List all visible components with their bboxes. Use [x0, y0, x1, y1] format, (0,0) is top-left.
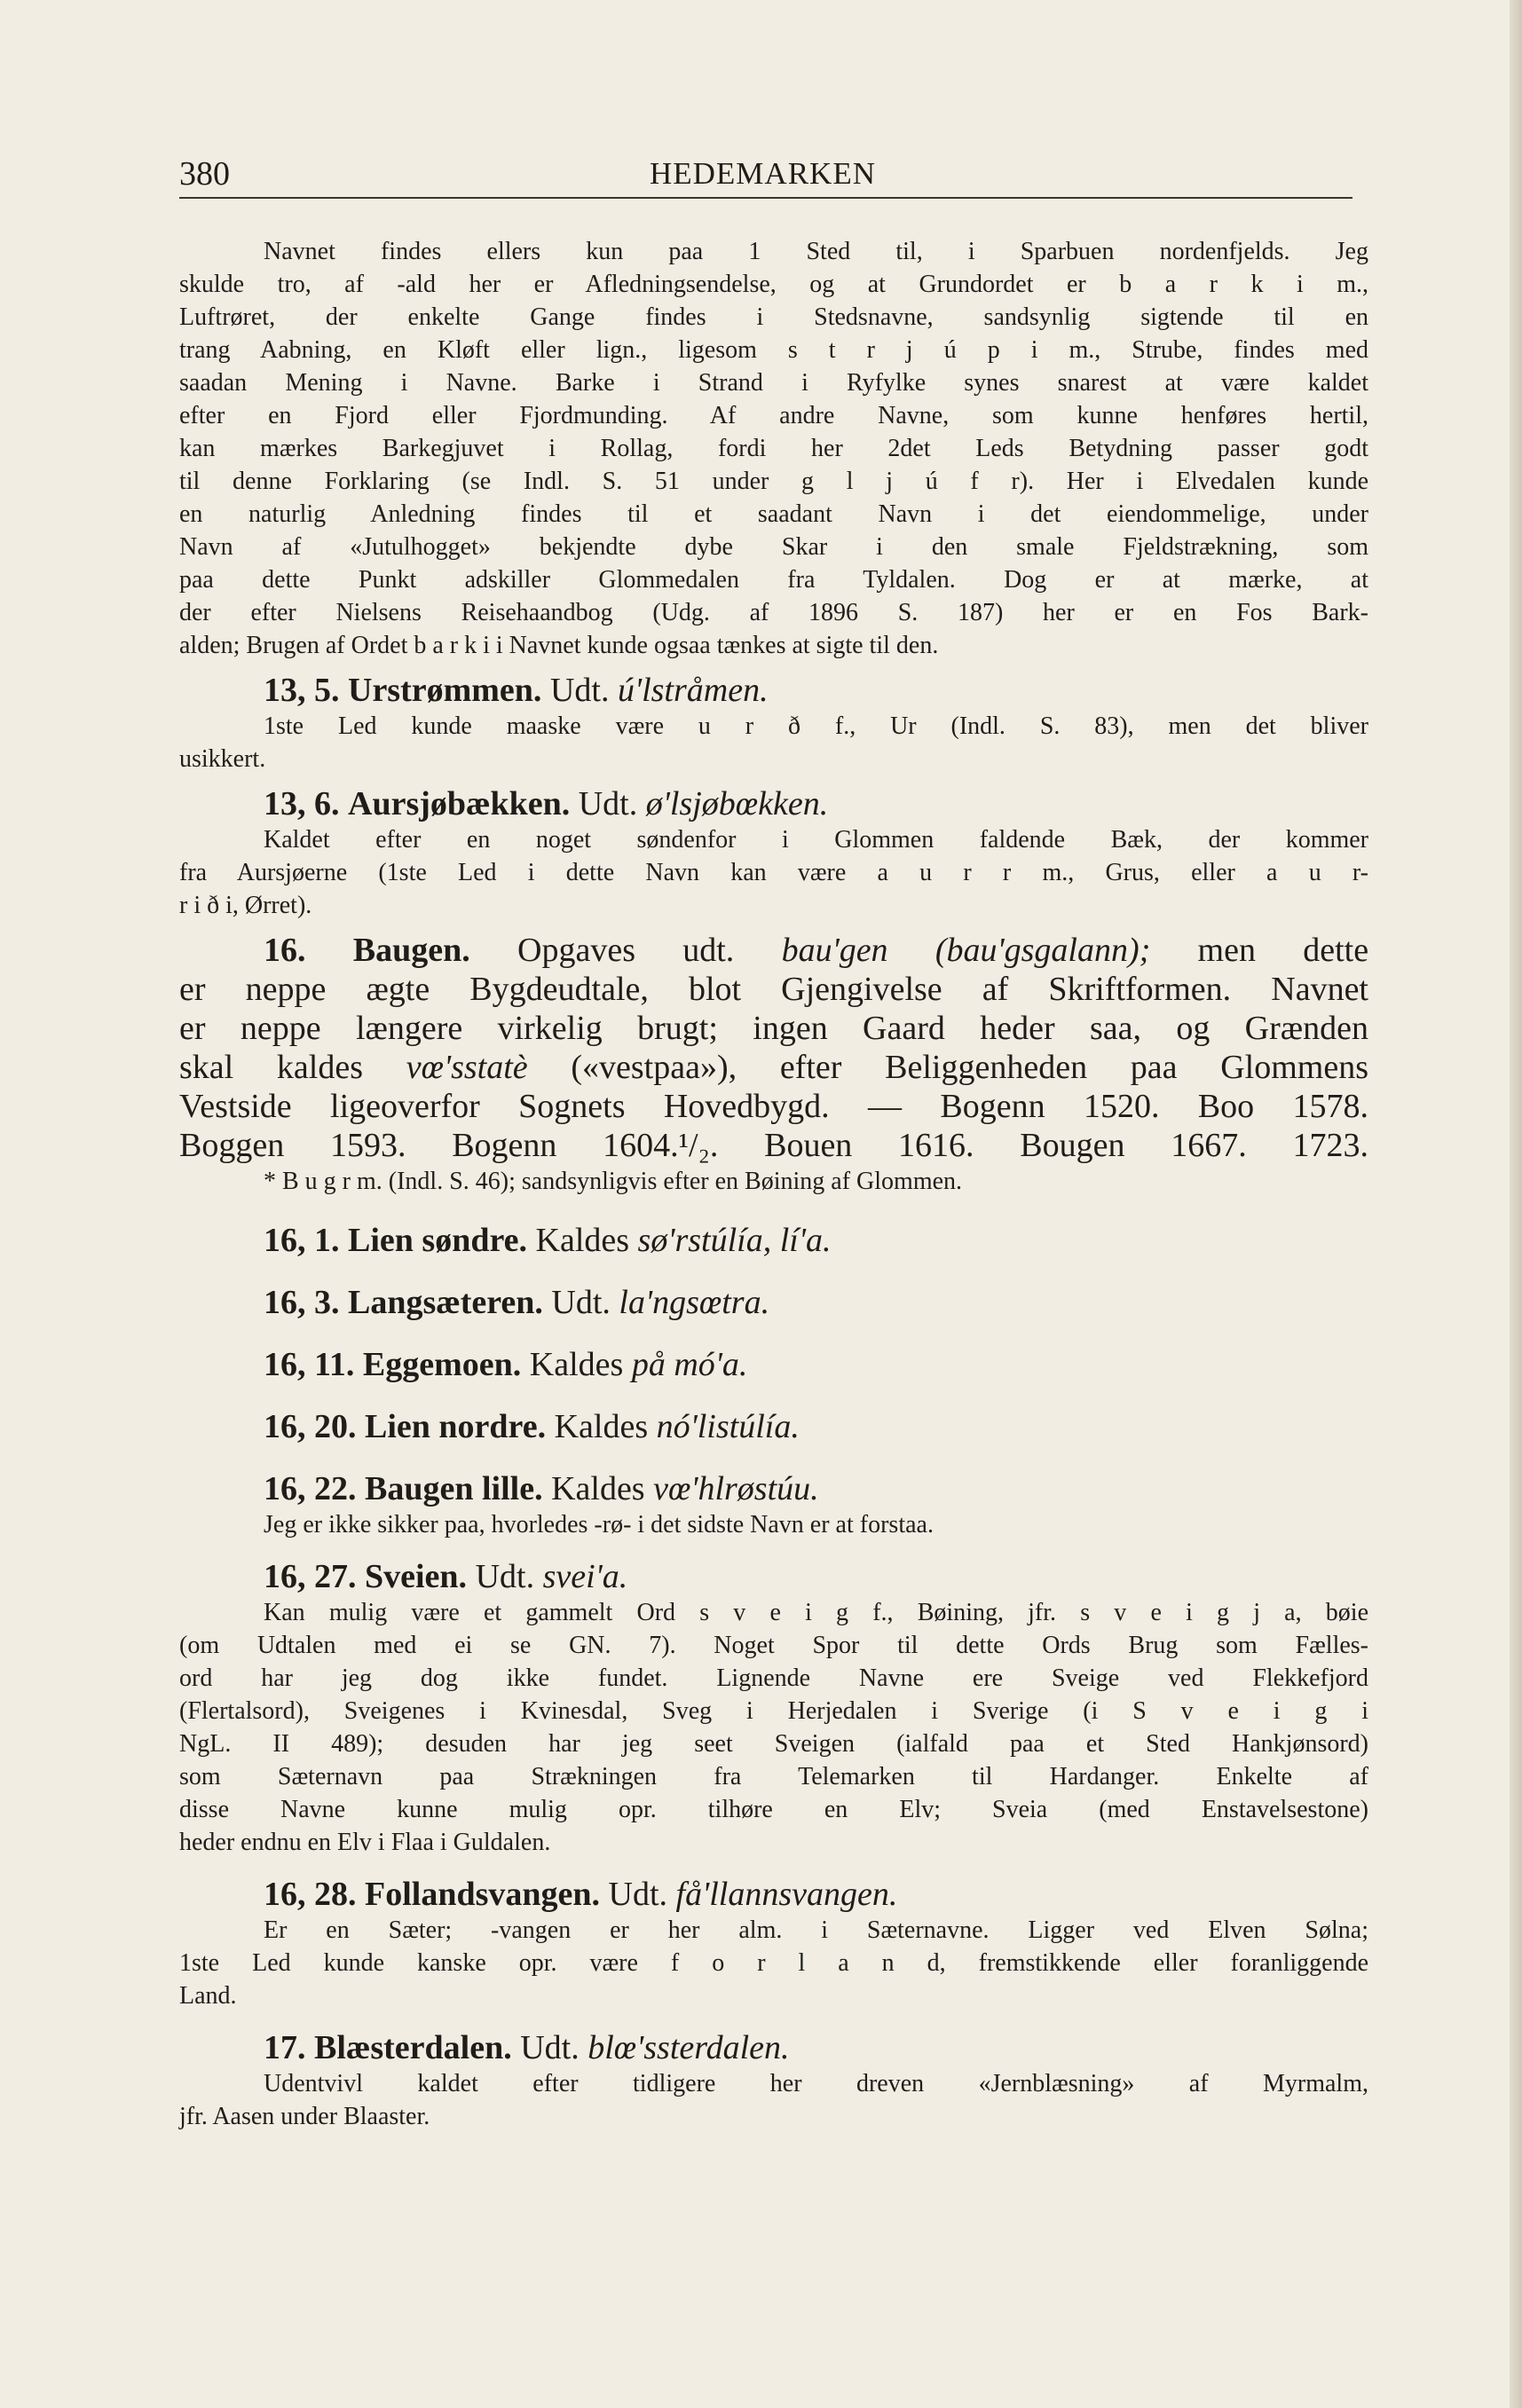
entry-name: Sveien.	[365, 1558, 468, 1595]
text-line: 1ste Led kunde kanske opr. være f o r l a n d, fremstikkende eller foranliggende	[179, 1949, 1368, 1977]
entry-heading-16-1	[179, 1221, 1368, 1260]
header-rule	[179, 197, 1352, 199]
text-line: Udentvivl kaldet efter tidligere her dreven «Jernblæsning» af Myrmalm,	[264, 2070, 1368, 2097]
text-line: r i ð i, Ørret).	[179, 892, 312, 919]
entry-label: Udt.	[608, 1876, 668, 1913]
entry-pronunciation: ø'lsjøbœkken.	[645, 785, 829, 822]
entry-pronunciation: nó'listúlía.	[656, 1408, 800, 1445]
entry-number: 16, 22.	[264, 1470, 357, 1507]
page-body	[179, 235, 1368, 2133]
entry-heading-16-11	[179, 1345, 1368, 1384]
text-line: Boggen 1593. Bogenn 1604.¹/₂. Bouen 1616. Bougen 1667. 1723.	[179, 1127, 1368, 1164]
entry-number: 16, 11.	[264, 1346, 355, 1383]
text-line: saadan Mening i Navne. Barke i Strand i Ryfylke synes snarest at være kaldet	[179, 369, 1368, 397]
text-line: disse Navne kunne mulig opr. tilhøre en Elv; Sveia (med Enstavelsestone)	[179, 1796, 1368, 1823]
text-line: ord har jeg dog ikke fundet. Lignende Navne ere Sveige ved Flekkefjord	[179, 1664, 1368, 1692]
entry-pronunciation: på mó'a.	[631, 1346, 748, 1383]
text-line: kan mærkes Barkegjuvet i Rollag, fordi her 2det Leds Betydning passer godt	[179, 435, 1368, 462]
entry-name: Lien nordre.	[365, 1408, 547, 1445]
entry-label: Kaldes	[529, 1346, 624, 1383]
text-line: Jeg er ikke sikker paa, hvorledes -rø- i det sidste Navn er at forstaa.	[264, 1511, 934, 1538]
entry-label: Udt.	[551, 1284, 611, 1321]
text-line: Kaldet efter en noget søndenfor i Glommen faldende Bæk, der kommer	[264, 826, 1368, 854]
text-line: NgL. II 489); desuden har jeg seet Sveigen (ialfald paa et Sted Hankjønsord)	[179, 1730, 1368, 1758]
entry-pronunciation: blœ'ssterdalen.	[588, 2029, 790, 2066]
text-line: alden; Brugen af Ordet b a r k i i Navnet kunde ogsaa tænkes at sigte til den.	[179, 632, 939, 659]
text-line: (om Udtalen med ei se GN. 7). Noget Spor til dette Ords Brug som Fælles-	[179, 1632, 1368, 1659]
entry-number: 17.	[264, 2029, 306, 2066]
entry-number: 13, 5.	[264, 672, 340, 709]
entry-number: 16, 27.	[264, 1558, 357, 1595]
entry-heading-16	[179, 931, 1368, 970]
entry-heading-16-22	[179, 1469, 1368, 1508]
text-line: jfr. Aasen under Blaaster.	[179, 2103, 430, 2130]
footnote-16	[179, 1165, 1368, 1198]
text-line: Navn af «Jutulhogget» bekjendte dybe Skar i den smale Fjeldstrækning, som	[179, 533, 1368, 561]
paragraph-13-5	[179, 710, 1368, 775]
entry-pronunciation: få'llannsvangen.	[675, 1876, 898, 1913]
text-line: Navnet findes ellers kun paa 1 Sted til, i Sparbuen nordenfjelds. Jeg	[264, 238, 1368, 265]
entry-label: Udt.	[475, 1558, 535, 1595]
text-line: Land.	[179, 1982, 237, 2010]
text-line: Er en Sæter; -vangen er her alm. i Sæternavne. Ligger ved Elven Sølna;	[264, 1916, 1368, 1944]
page-number: 380	[179, 155, 230, 193]
entry-name: Urstrømmen.	[348, 672, 542, 709]
entry-heading-13-5	[179, 671, 1368, 710]
entry-pronunciation: svei'a.	[542, 1558, 628, 1595]
text-line: er neppe længere virkelig brugt; ingen Gaard heder saa, og Grænden	[179, 1010, 1368, 1047]
paragraph-17	[179, 2067, 1368, 2133]
entry-name: Aursjøbækken.	[348, 785, 571, 822]
entry-name: Langsæteren.	[348, 1284, 543, 1321]
entry-label: Udt.	[578, 785, 638, 822]
entry-pronunciation: vœ'hlrøstúu.	[653, 1470, 819, 1507]
text-line: som Sæternavn paa Strækningen fra Telemarken til Hardanger. Enkelte af	[179, 1763, 1368, 1790]
entry-pronunciation: ú'lstråmen.	[617, 672, 769, 709]
entry-heading-16-3	[179, 1283, 1368, 1322]
text-line: til denne Forklaring (se Indl. S. 51 under g l j ú f r). Her i Elvedalen kunde	[179, 468, 1368, 495]
entry-name: Baugen lille.	[365, 1470, 543, 1507]
entry-name: Blæsterdalen.	[314, 2029, 512, 2066]
entry-label: Kaldes	[554, 1408, 649, 1445]
entry-heading-16-27	[179, 1557, 1368, 1596]
entry-heading-16-20	[179, 1407, 1368, 1446]
entry-number: 16, 3.	[264, 1284, 340, 1321]
text-line: Kan mulig være et gammelt Ord s v e i g f., Bøining, jfr. s v e i g j a, bøie	[264, 1599, 1368, 1626]
entry-pronunciation-alt: (bau'gsgalann);	[934, 932, 1151, 969]
entry-pronunciation: sø'rstúlía, lí'a.	[637, 1222, 832, 1259]
entry-name: Follandsvangen.	[365, 1876, 601, 1913]
entry-label: Udt.	[549, 672, 610, 709]
page-header	[179, 154, 1352, 197]
entry-number: 16, 1.	[264, 1222, 340, 1259]
text-line: paa dette Punkt adskiller Glommedalen fra Tyldalen. Dog er at mærke, at	[179, 566, 1368, 594]
text-line: (Flertalsord), Sveigenes i Kvinesdal, Sveg i Herjedalen i Sverige (i S v e i g i	[179, 1697, 1368, 1725]
entry-number: 16, 20.	[264, 1408, 357, 1445]
entry-heading-13-6	[179, 784, 1368, 823]
text-line: 1ste Led kunde maaske være u r ð f., Ur (Indl. S. 83), men det bliver	[264, 712, 1368, 740]
paragraph-16-28	[179, 1914, 1368, 2012]
entry-number: 13, 6.	[264, 785, 340, 822]
paragraph-16-22	[179, 1508, 1368, 1541]
paragraph-barkalden	[179, 235, 1368, 662]
text-line: er neppe ægte Bygdeudtale, blot Gjengivelse af Skriftformen. Navnet	[179, 971, 1368, 1008]
paragraph-13-6	[179, 823, 1368, 922]
entry-text: Opgaves udt.	[517, 932, 735, 969]
page-edge	[1510, 0, 1522, 2408]
text-line: trang Aabning, en Kløft eller lign., ligesom s t r j ú p i m., Strube, findes med	[179, 336, 1368, 364]
paragraph-16-baugen	[179, 931, 1368, 1165]
text-line: en naturlig Anledning findes til et saadant Navn i det eiendommelige, under	[179, 500, 1368, 528]
entry-pronunciation: bau'gen	[781, 932, 888, 969]
entry-text: men dette	[1197, 932, 1369, 969]
text-line: Luftrøret, der enkelte Gange findes i Stedsnavne, sandsynlig sigtende til en	[179, 303, 1368, 331]
entry-pronunciation: la'ngsœtra.	[619, 1284, 770, 1321]
text-line: Vestside ligeoverfor Sognets Hovedbygd. — Bogenn 1520. Boo 1578.	[179, 1088, 1368, 1125]
entry-label: Kaldes	[551, 1470, 645, 1507]
entry-label: Kaldes	[535, 1222, 630, 1259]
entry-heading-17	[179, 2028, 1368, 2067]
text-line: usikkert.	[179, 745, 266, 773]
entry-label: Udt.	[520, 2029, 580, 2066]
running-title: HEDEMARKEN	[650, 156, 876, 191]
text-line: * B u g r m. (Indl. S. 46); sandsynligvis efter en Bøining af Glommen.	[264, 1168, 963, 1195]
text-line: fra Aursjøerne (1ste Led i dette Navn kan være a u r r m., Grus, eller a u r-	[179, 859, 1368, 886]
entry-number: 16.	[264, 932, 306, 969]
text-line: efter en Fjord eller Fjordmunding. Af andre Navne, som kunne henføres hertil,	[179, 402, 1368, 429]
text-line: heder endnu en Elv i Flaa i Guldalen.	[179, 1829, 551, 1856]
entry-name: Eggemoen.	[362, 1346, 522, 1383]
text-line: skulde tro, af -ald her er Afledningsendelse, og at Grundordet er b a r k i m.,	[179, 271, 1368, 298]
entry-heading-16-28	[179, 1875, 1368, 1914]
entry-number: 16, 28.	[264, 1876, 357, 1913]
entry-name: Lien søndre.	[348, 1222, 528, 1259]
entry-name: Baugen.	[352, 932, 470, 969]
text-line: der efter Nielsens Reisehaandbog (Udg. af 1896 S. 187) her er en Fos Bark-	[179, 599, 1368, 626]
text-line: skal kaldes vœ'sstatè («vestpaa»), efter Beliggenheden paa Glommens	[179, 1049, 1369, 1086]
pronunciation: vœ'sstatè	[406, 1049, 528, 1086]
paragraph-16-27	[179, 1596, 1368, 1859]
